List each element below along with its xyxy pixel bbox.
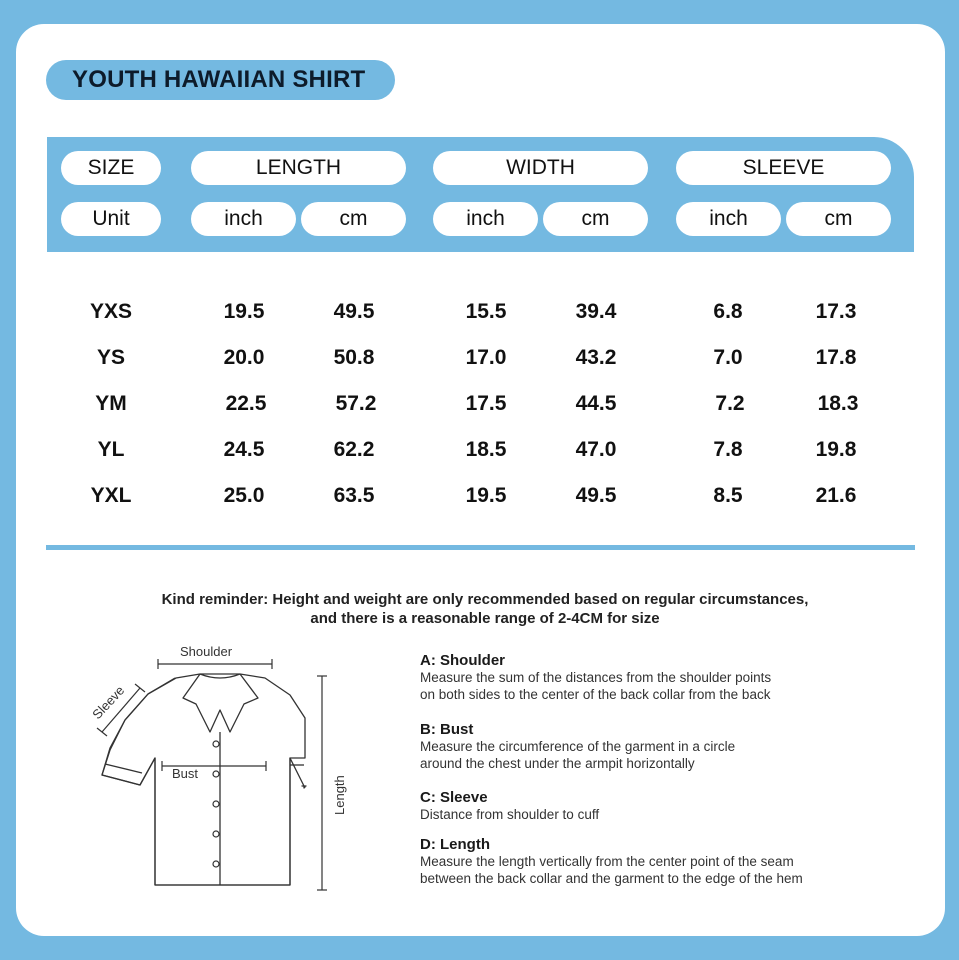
- definition-line: on both sides to the center of the back collar from the back: [420, 686, 771, 702]
- table-cell: 7.2: [715, 392, 745, 415]
- definition-title-bust: B: Bust: [420, 721, 474, 738]
- size-header: SIZE: [61, 151, 161, 185]
- sleeve-cm-header: cm: [786, 202, 891, 236]
- table-cell: 25.0: [223, 484, 265, 507]
- length-header: LENGTH: [191, 151, 406, 185]
- bust-label: Bust: [172, 766, 199, 781]
- table-cell: 19.8: [815, 438, 857, 461]
- sleeve-label: Sleeve: [89, 682, 128, 723]
- table-cell: 17.5: [465, 392, 507, 415]
- sleeve-inch-header: inch: [676, 202, 781, 236]
- length-label: Length: [332, 775, 347, 815]
- length-measure-line: [317, 676, 327, 890]
- definition-line: around the chest under the armpit horizontally: [420, 755, 695, 771]
- shirt-outline: [102, 678, 306, 885]
- table-cell: 49.5: [575, 484, 617, 507]
- definition-title-length: D: Length: [420, 836, 490, 853]
- shirt-measurement-diagram: [80, 640, 380, 900]
- table-cell: 22.5: [225, 392, 267, 415]
- shirt-collar: [183, 674, 258, 732]
- table-cell: 6.8: [713, 300, 743, 323]
- table-cell: 47.0: [575, 438, 617, 461]
- definition-title-sleeve: C: Sleeve: [420, 789, 488, 806]
- shoulder-measure-line: [158, 659, 272, 669]
- definition-text-length: [420, 854, 900, 887]
- definition-text-sleeve: [420, 807, 900, 824]
- table-cell: 20.0: [223, 346, 265, 369]
- table-cell: 21.6: [815, 484, 857, 507]
- table-cell: 17.0: [465, 346, 507, 369]
- reminder-line-1: Kind reminder: Height and weight are only recommended based on regular circumstances,: [161, 591, 809, 608]
- table-cell: 57.2: [335, 392, 377, 415]
- table-cell: 44.5: [575, 392, 617, 415]
- definition-line: Measure the sum of the distances from the shoulder points: [420, 670, 772, 685]
- length-inch-header: inch: [191, 202, 296, 236]
- definition-text-bust: [420, 739, 900, 772]
- width-cm-header: cm: [543, 202, 648, 236]
- table-cell: YXL: [90, 484, 132, 507]
- width-header: WIDTH: [433, 151, 648, 185]
- table-cell: 50.8: [333, 346, 375, 369]
- definition-text-shoulder: [420, 670, 900, 703]
- definition-line: between the back collar and the garment to the edge of the hem: [420, 870, 803, 886]
- unit-header: Unit: [61, 202, 161, 236]
- definition-line: Measure the circumference of the garment in a circle: [420, 739, 736, 754]
- table-cell: YS: [96, 346, 125, 369]
- table-cell: 7.0: [713, 346, 743, 369]
- table-cell: 18.3: [817, 392, 859, 415]
- table-cell: 7.8: [713, 438, 743, 461]
- reminder-line-2: and there is a reasonable range of 2-4CM for size: [310, 610, 660, 627]
- table-cell: YL: [97, 438, 125, 461]
- chart-title: YOUTH HAWAIIAN SHIRT: [46, 60, 395, 100]
- length-cm-header: cm: [301, 202, 406, 236]
- shirt-buttons: [213, 741, 219, 867]
- table-cell: 8.5: [713, 484, 743, 507]
- table-cell: 49.5: [333, 300, 375, 323]
- table-cell: 39.4: [575, 300, 617, 323]
- table-cell: 63.5: [333, 484, 375, 507]
- definition-line: Measure the length vertically from the center point of the seam: [420, 854, 794, 869]
- table-cell: 24.5: [223, 438, 265, 461]
- table-cell: 17.8: [815, 346, 857, 369]
- table-cell: 62.2: [333, 438, 375, 461]
- definition-title-shoulder: A: Shoulder: [420, 652, 505, 669]
- table-cell: YXS: [89, 300, 133, 323]
- section-divider: [46, 545, 915, 550]
- table-cell: 17.3: [815, 300, 857, 323]
- definition-line: Distance from shoulder to cuff: [420, 807, 600, 822]
- table-cell: 43.2: [575, 346, 617, 369]
- sleeve-header: SLEEVE: [676, 151, 891, 185]
- table-cell: 15.5: [465, 300, 507, 323]
- shoulder-label: Shoulder: [180, 644, 233, 659]
- table-cell: 18.5: [465, 438, 507, 461]
- table-cell: 19.5: [223, 300, 265, 323]
- table-cell: 19.5: [465, 484, 507, 507]
- width-inch-header: inch: [433, 202, 538, 236]
- table-cell: YM: [95, 392, 127, 415]
- shirt-body: [102, 674, 305, 885]
